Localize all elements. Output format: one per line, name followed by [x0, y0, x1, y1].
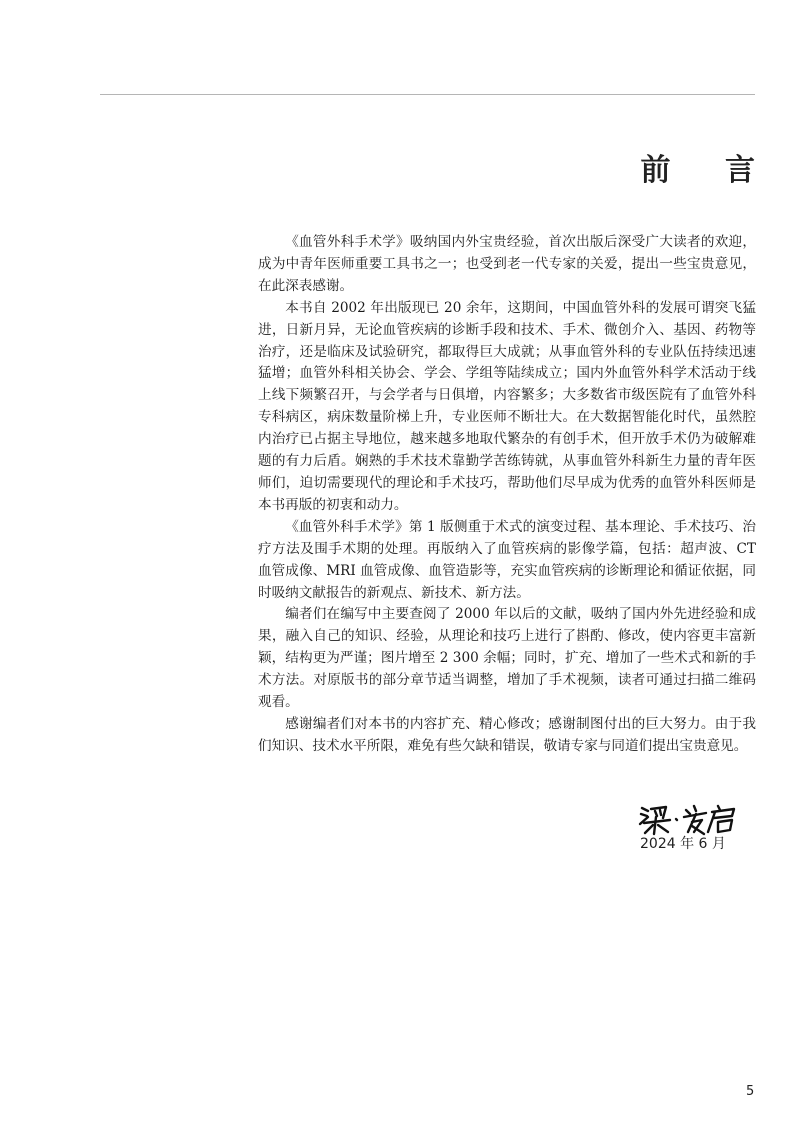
- page-number: 5: [746, 1084, 755, 1099]
- preface-body: [258, 232, 756, 758]
- paragraph: 《血管外科手术学》第 1 版侧重于术式的演变过程、基本理论、手术技巧、治疗方法及围手术期的处理。再版纳入了血管疾病的影像学篇，包括：超声波、CT 血管成像、MRI 血管成像、血管造影等，充实血管疾病的诊断理论和循证依据，同时吸纳文献报告的新观点、新技术、新方法。: [258, 518, 756, 601]
- signature-date: 2024 年 6 月: [640, 836, 726, 852]
- paragraph: 编者们在编写中主要查阅了 2000 年以后的文献，吸纳了国内外先进经验和成果，融入自己的知识、经验，从理论和技巧上进行了斟酌、修改，使内容更丰富新颖，结构更为严谨；图片增至 2 300 余幅；同时，扩充、增加了一些术式和新的手术方法。对原版书的部分章节适当调整，增加了手术视频，读者可通过扫描二维码观看。: [258, 606, 756, 711]
- page-title: 前 言: [640, 153, 777, 188]
- header-rule: [100, 94, 755, 95]
- handwritten-signature: [636, 802, 738, 836]
- paragraph: 感谢编者们对本书的内容扩充、精心修改；感谢制图付出的巨大努力。由于我们知识、技术水平所限，难免有些欠缺和错误，敬请专家与同道们提出宝贵意见。: [258, 715, 756, 754]
- paragraph: 《血管外科手术学》吸纳国内外宝贵经验，首次出版后深受广大读者的欢迎，成为中青年医师重要工具书之一；也受到老一代专家的关爱，提出一些宝贵意见，在此深表感谢。: [258, 234, 756, 294]
- paragraph: 本书自 2002 年出版现已 20 余年，这期间，中国血管外科的发展可谓突飞猛进，日新月异，无论血管疾病的诊断手段和技术、手术、微创介入、基因、药物等治疗，还是临床及试验研究，都取得巨大成就；从事血管外科的专业队伍持续迅速猛增；血管外科相关协会、学会、学组等陆续成立；国内外血管外科学术活动于线上线下频繁召开，与会学者与日俱增，内容繁多；大多数省市级医院有了血管外科专科病区，病床数量阶梯上升，专业医师不断壮大。在大数据智能化时代，虽然腔内治疗已占据主导地位，越来越多地取代繁杂的有创手术，但开放手术仍为破解难题的有力后盾。娴熟的手术技术靠勤学苦练铸就，从事血管外科新生力量的青年医师们，迫切需要现代的理论和手术技巧，帮助他们尽早成为优秀的血管外科医师是本书再版的初衷和动力。: [258, 299, 756, 513]
